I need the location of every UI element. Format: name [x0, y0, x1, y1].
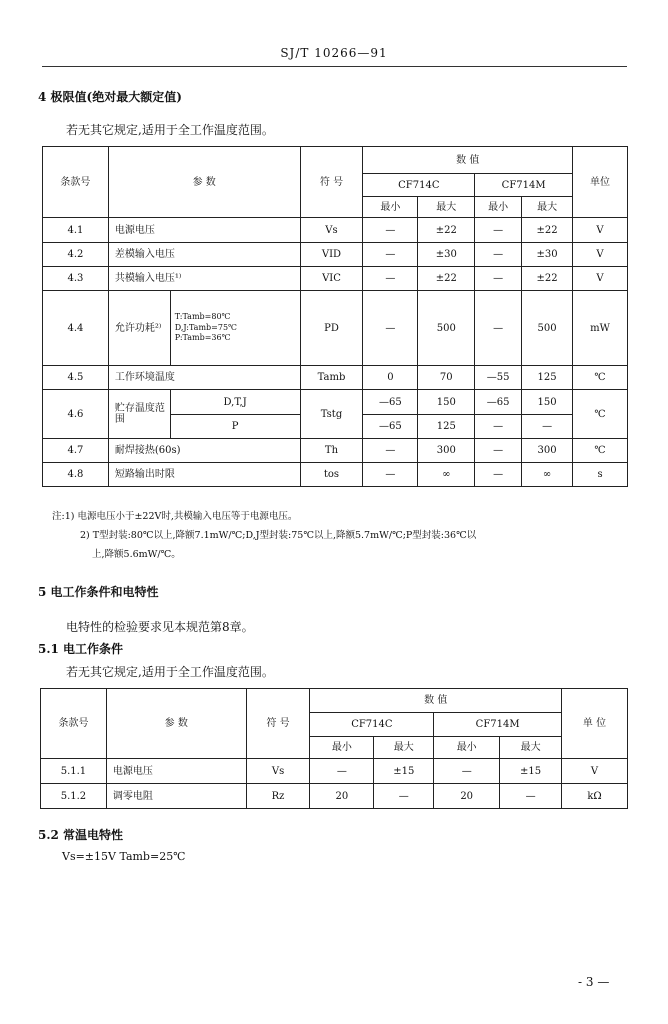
row-value: —: [310, 759, 374, 784]
table-row: [43, 366, 628, 390]
row-unit: s: [573, 463, 628, 487]
note-2-continued: 上,降额5.6mW/℃。: [92, 549, 181, 560]
row-param: 工作环境温度: [108, 366, 300, 390]
table-row: [43, 267, 628, 291]
th-item: 条款号: [41, 689, 107, 759]
row-unit: ℃: [573, 366, 628, 390]
row-param: 电源电压: [106, 759, 246, 784]
section-5-2-heading: 5.2 常温电特性: [38, 828, 124, 842]
row-value: —: [363, 463, 418, 487]
row-no: 4.4: [43, 291, 109, 366]
row-value: —: [475, 267, 522, 291]
limits-table: [42, 146, 628, 487]
th-group-cf714m: CF714M: [475, 174, 573, 197]
th-min: 最小: [310, 737, 374, 759]
row-value: —: [500, 784, 562, 809]
th-item: 条款号: [43, 147, 109, 218]
section-5-intro: 电特性的检验要求见本规范第8章。: [66, 620, 254, 634]
table-row: [43, 243, 628, 267]
row-no: 4.7: [43, 439, 109, 463]
row-unit: V: [573, 243, 628, 267]
header-rule: [42, 66, 627, 67]
row-value: —: [434, 759, 500, 784]
row-value: 20: [310, 784, 374, 809]
th-group-cf714c: CF714C: [363, 174, 475, 197]
note-2: 2) T型封装:80℃以上,降额7.1mW/℃;D,J型封装:75℃以上,降额5.7mW/℃;P型封装:36℃以: [80, 530, 477, 541]
row-no: 5.1.2: [41, 784, 107, 809]
row-value: ±22: [418, 218, 475, 243]
row-value: 300: [522, 439, 573, 463]
row-unit: V: [562, 759, 628, 784]
table-row: [43, 291, 628, 366]
row-value: 300: [418, 439, 475, 463]
section-4-heading: 4 极限值(绝对最大额定值): [38, 90, 182, 104]
row-value: ±15: [374, 759, 434, 784]
th-max: 最大: [522, 197, 573, 218]
table-row: [43, 463, 628, 487]
th-min: 最小: [475, 197, 522, 218]
row-param: 贮存温度范围: [108, 390, 170, 439]
row-symbol: Th: [300, 439, 363, 463]
row-symbol: Rz: [246, 784, 310, 809]
row-value: 20: [434, 784, 500, 809]
row-value: —65: [363, 415, 418, 439]
document-header: SJ/T 10266—91: [280, 46, 388, 60]
row-value: —: [475, 463, 522, 487]
section-4-intro: 若无其它规定,适用于全工作温度范围。: [66, 123, 274, 137]
row-value: —: [363, 218, 418, 243]
row-no: 4.5: [43, 366, 109, 390]
th-min: 最小: [363, 197, 418, 218]
row-value: —: [363, 243, 418, 267]
row-symbol: VID: [300, 243, 363, 267]
sub-condition: T:Tamb=80℃: [174, 311, 231, 321]
row-symbol: Tamb: [300, 366, 363, 390]
row-no: 4.1: [43, 218, 109, 243]
row-value: ±30: [418, 243, 475, 267]
row-value: 500: [418, 291, 475, 366]
table-row: [41, 784, 628, 809]
row-value: ±22: [522, 218, 573, 243]
row-symbol: VIC: [300, 267, 363, 291]
test-conditions: Vs=±15V Tamb=25℃: [62, 850, 186, 863]
row-value: —: [522, 415, 573, 439]
sub-condition: P:Tamb=36℃: [174, 333, 231, 343]
sub-condition: D,J:Tamb=75℃: [174, 322, 237, 332]
row-unit: kΩ: [562, 784, 628, 809]
row-value: ±30: [522, 243, 573, 267]
row-param: 短路输出时限: [108, 463, 300, 487]
row-value: —: [363, 439, 418, 463]
row-value: 125: [522, 366, 573, 390]
row-value: 150: [418, 390, 475, 415]
row-subconditions: [170, 291, 300, 366]
th-group-cf714m: CF714M: [434, 713, 562, 737]
row-symbol: tos: [300, 463, 363, 487]
th-unit: 单位: [573, 147, 628, 218]
row-value: 70: [418, 366, 475, 390]
section-5-heading: 5 电工作条件和电特性: [38, 585, 159, 599]
row-unit: ℃: [573, 439, 628, 463]
th-min: 最小: [434, 737, 500, 759]
row-symbol: Tstg: [300, 390, 363, 439]
row-symbol: Vs: [246, 759, 310, 784]
th-symbol: 符 号: [300, 147, 363, 218]
row-value: ±22: [418, 267, 475, 291]
row-no: 4.8: [43, 463, 109, 487]
row-unit: ℃: [573, 390, 628, 439]
row-value: —55: [475, 366, 522, 390]
row-no: 4.6: [43, 390, 109, 439]
row-value: —: [363, 267, 418, 291]
section-5-1-heading: 5.1 电工作条件: [38, 642, 124, 656]
row-unit: mW: [573, 291, 628, 366]
row-unit: V: [573, 218, 628, 243]
row-no: 5.1.1: [41, 759, 107, 784]
table-row: [43, 390, 628, 415]
row-value: —: [374, 784, 434, 809]
row-value: —: [475, 243, 522, 267]
th-max: 最大: [374, 737, 434, 759]
sub-condition: D,T,J: [170, 390, 300, 415]
row-value: —65: [475, 390, 522, 415]
row-value: 150: [522, 390, 573, 415]
row-no: 4.3: [43, 267, 109, 291]
row-param: 电源电压: [108, 218, 300, 243]
th-max: 最大: [418, 197, 475, 218]
row-param: 调零电阻: [106, 784, 246, 809]
table-row: [43, 218, 628, 243]
row-no: 4.2: [43, 243, 109, 267]
table-row: [41, 759, 628, 784]
row-param: 差模输入电压: [108, 243, 300, 267]
row-value: 500: [522, 291, 573, 366]
row-param: 耐焊接热(60s): [108, 439, 300, 463]
th-symbol: 符 号: [246, 689, 310, 759]
th-value: 数 值: [363, 147, 573, 174]
row-value: —: [363, 291, 418, 366]
section-5-1-intro: 若无其它规定,适用于全工作温度范围。: [66, 665, 274, 679]
row-symbol: PD: [300, 291, 363, 366]
th-value: 数 值: [310, 689, 562, 713]
row-param: 共模输入电压¹⁾: [108, 267, 300, 291]
th-param: 参 数: [108, 147, 300, 218]
row-value: —: [475, 439, 522, 463]
operating-conditions-table: [40, 688, 628, 809]
row-unit: V: [573, 267, 628, 291]
row-value: 125: [418, 415, 475, 439]
row-symbol: Vs: [300, 218, 363, 243]
row-param: 允许功耗²⁾: [108, 291, 170, 366]
row-value: —: [475, 415, 522, 439]
th-unit: 单 位: [562, 689, 628, 759]
row-value: ∞: [522, 463, 573, 487]
th-group-cf714c: CF714C: [310, 713, 434, 737]
row-value: ±22: [522, 267, 573, 291]
row-value: —: [475, 291, 522, 366]
row-value: —: [475, 218, 522, 243]
row-value: ±15: [500, 759, 562, 784]
row-value: ∞: [418, 463, 475, 487]
note-1: 注:1) 电源电压小于±22V时,共模输入电压等于电源电压。: [52, 511, 298, 522]
sub-condition: P: [170, 415, 300, 439]
row-value: 0: [363, 366, 418, 390]
table-row: [43, 439, 628, 463]
page-number: - 3 —: [578, 975, 610, 989]
th-max: 最大: [500, 737, 562, 759]
th-param: 参 数: [106, 689, 246, 759]
row-value: —65: [363, 390, 418, 415]
